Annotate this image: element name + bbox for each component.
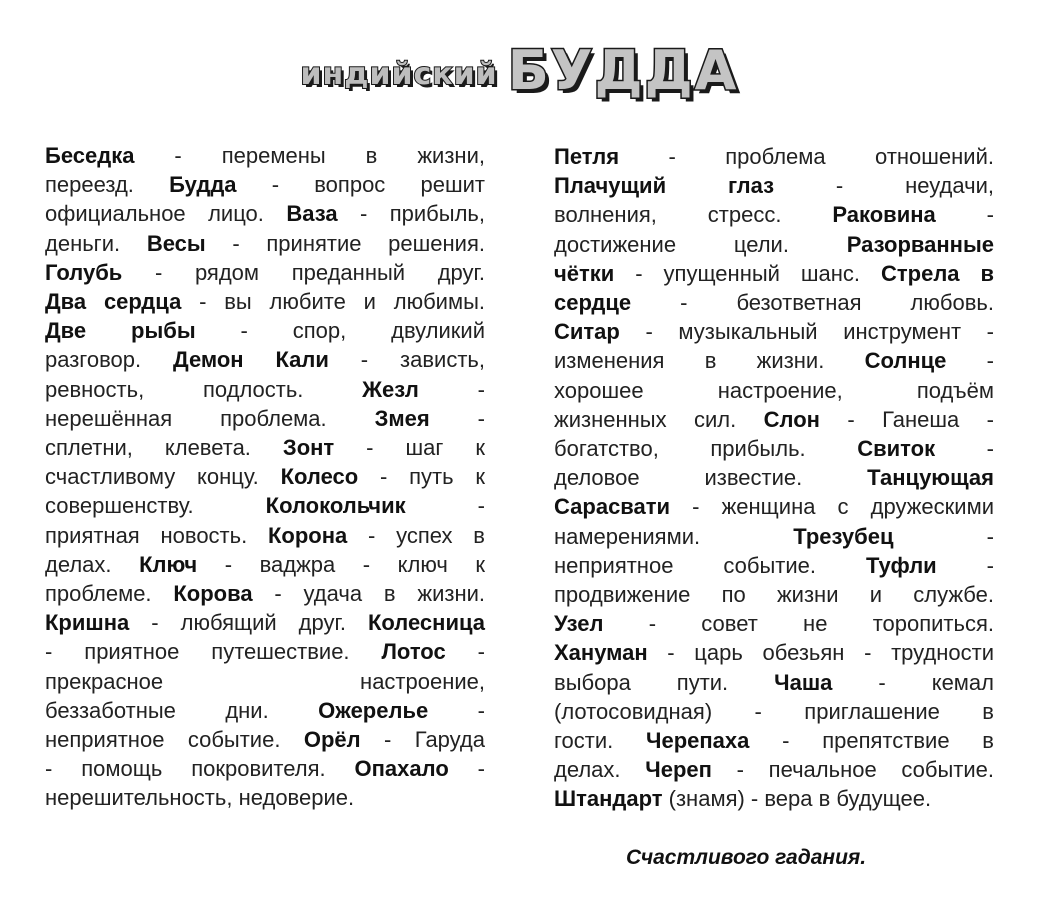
text-line (554, 171, 994, 200)
symbol-term: Петля (554, 144, 620, 169)
symbol-term: Два сердца (45, 289, 182, 315)
symbol-term: Колокольчик (265, 493, 406, 519)
symbol-term: Трезубец (793, 523, 894, 549)
meaning-text: - любящий друг. (129, 610, 368, 636)
meaning-text: выбора пути. (554, 669, 775, 695)
symbol-term: Демон Кали (173, 347, 329, 373)
text-line (45, 258, 485, 287)
text-line (45, 667, 485, 696)
text-line (45, 521, 485, 550)
text-line (554, 405, 994, 434)
meaning-text: богатство, прибыль. (554, 436, 858, 462)
meaning-text: гости. (554, 728, 647, 754)
symbol-term: чётки (554, 260, 615, 286)
text-line (554, 609, 994, 638)
text-line (554, 317, 994, 346)
symbol-term: Кришна (45, 610, 130, 636)
meaning-text: - препятствие в (749, 728, 994, 754)
symbol-term: Голубь (45, 259, 123, 285)
text-line (554, 668, 994, 697)
text-line (45, 229, 485, 258)
meaning-text: неприятное событие. (554, 552, 866, 578)
meaning-text: - (445, 639, 485, 665)
symbol-term: Лотос (381, 639, 446, 665)
meaning-text: - принятие решения. (205, 230, 485, 256)
meaning-text: - безответная любовь. (631, 290, 994, 316)
meaning-text: счастливому концу. (45, 464, 281, 490)
meaning-text: - печальное событие. (711, 757, 995, 783)
symbol-term: Ожерелье (318, 697, 429, 723)
symbol-term: Хануман (554, 640, 648, 666)
meaning-text: продвижение по жизни и службе. (554, 582, 994, 608)
symbol-term: Туфли (865, 552, 937, 578)
meaning-text: - Гаруда (360, 727, 486, 753)
symbol-term: Весы (146, 230, 206, 256)
text-line (45, 608, 485, 637)
text-line (554, 463, 994, 492)
meaning-text: - (893, 523, 994, 549)
meaning-text: - (418, 376, 485, 402)
meaning-text: нерешённая проблема. (45, 405, 375, 431)
meaning-text: нерешительность, недоверие. (45, 785, 355, 811)
symbol-term: Опахало (354, 756, 449, 782)
text-line (554, 522, 994, 551)
meaning-text: разговор. (45, 347, 173, 373)
meaning-text: прекрасное настроение, (45, 668, 485, 694)
text-line (554, 142, 994, 171)
text-line (554, 755, 994, 784)
symbol-term: Слон (763, 406, 820, 432)
meaning-text: проблеме. (45, 581, 174, 607)
meaning-text: деньги. (45, 230, 147, 256)
symbol-term: Черепаха (646, 728, 750, 754)
meaning-text: - (428, 697, 485, 723)
meaning-text: переезд. (45, 172, 170, 198)
meaning-text: беззаботные дни. (45, 697, 319, 723)
symbol-term: сердце (554, 290, 632, 316)
symbol-term: Колесница (367, 610, 485, 636)
meaning-text: - перемены в жизни, (134, 143, 485, 168)
meaning-text: - (936, 552, 994, 578)
meaning-text: волнения, стресс. (554, 202, 833, 228)
meaning-text: - женщина с дружескими (670, 494, 994, 520)
meaning-text: ревность, подлость. (45, 376, 363, 402)
text-line (45, 287, 485, 316)
meaning-text: - проблема отношений. (619, 144, 994, 169)
text-line (45, 141, 485, 170)
text-line (45, 404, 485, 433)
text-line (554, 434, 994, 463)
meaning-text: - Ганеша - (819, 406, 994, 432)
meaning-text: - спор, двуликий (195, 318, 486, 344)
meaning-text: хорошее настроение, подъём (554, 377, 994, 403)
meaning-text: - (935, 202, 994, 228)
meaning-text: - рядом преданный друг. (122, 259, 485, 285)
meaning-text: неприятное событие. (45, 727, 304, 753)
symbol-term: Ситар (554, 319, 620, 345)
meaning-text: изменения в жизни. (554, 348, 865, 374)
text-line (45, 550, 485, 579)
text-line (554, 259, 994, 288)
page-title (0, 39, 1039, 102)
meaning-text: - музыкальный инструмент - (619, 319, 994, 345)
text-line (554, 230, 994, 259)
symbol-term: Зонт (282, 435, 335, 461)
text-line (45, 783, 485, 812)
meaning-text: - (935, 436, 994, 462)
meaning-text: жизненных сил. (554, 406, 764, 432)
symbol-term: Будда (169, 172, 237, 198)
text-line (554, 638, 994, 667)
meaning-text: достижение цели. (554, 231, 847, 257)
symbol-term: Две рыбы (45, 318, 196, 344)
meaning-text: намерениями. (554, 523, 794, 549)
left-text-column (45, 141, 485, 813)
text-line (554, 697, 994, 726)
meaning-text: - вы любите и любимы. (181, 289, 486, 315)
text-line (45, 375, 485, 404)
meaning-text: - зависть, (328, 347, 485, 373)
meaning-text: - ваджра - ключ к (197, 551, 485, 577)
symbol-term: Орёл (303, 727, 361, 753)
symbol-term: Ключ (139, 551, 198, 577)
symbol-term: Солнце (864, 348, 947, 374)
symbol-term: Беседка (45, 143, 135, 168)
text-line (45, 170, 485, 199)
meaning-text: - шаг к (334, 435, 485, 461)
text-line (45, 345, 485, 374)
symbol-term: Свиток (857, 436, 936, 462)
symbol-term: Танцующая (867, 465, 994, 491)
text-line (45, 696, 485, 725)
symbol-term: Сарасвати (554, 494, 671, 520)
text-line (45, 725, 485, 754)
text-line (45, 433, 485, 462)
meaning-text: делах. (45, 551, 140, 577)
symbol-term: Стрела в (880, 260, 994, 286)
symbol-term: Жезл (362, 376, 419, 402)
symbol-term: Ваза (286, 201, 338, 227)
symbol-term: Корова (173, 581, 253, 607)
text-line (554, 376, 994, 405)
text-line (45, 316, 485, 345)
meaning-text: - (405, 493, 485, 519)
meaning-text: - прибыль, (337, 201, 485, 227)
text-line (554, 580, 994, 609)
symbol-term: Череп (645, 757, 712, 783)
meaning-text: - совет не торопиться. (603, 611, 994, 637)
text-line (554, 288, 994, 317)
text-line (45, 637, 485, 666)
text-line (45, 462, 485, 491)
title-subtitle: индийский (300, 57, 498, 92)
meaning-text: деловое известие. (554, 465, 868, 491)
meaning-text: (знамя) - вера в будущее. (662, 786, 932, 812)
meaning-text: совершенству. (45, 493, 266, 519)
meaning-text: - приятное путешествие. (45, 639, 382, 665)
symbol-term: Змея (374, 405, 430, 431)
symbol-term: Корона (267, 522, 348, 548)
meaning-text: - вопрос решит (236, 172, 485, 198)
meaning-text: - кемал (832, 669, 995, 695)
symbol-term: Разорванные (846, 231, 994, 257)
meaning-text: - (429, 405, 485, 431)
meaning-text: - (448, 756, 485, 782)
text-line (554, 784, 994, 813)
meaning-text: - успех в (347, 522, 485, 548)
meaning-text: - царь обезьян - трудности (647, 640, 994, 666)
text-line (45, 754, 485, 783)
meaning-text: - путь к (358, 464, 485, 490)
meaning-text: сплетни, клевета. (45, 435, 283, 461)
closing-wish: Счастливого гадания. (626, 846, 867, 869)
symbol-term: Колесо (280, 464, 359, 490)
meaning-text: - (946, 348, 994, 374)
meaning-text: - помощь покровителя. (45, 756, 355, 782)
symbol-term: Раковина (832, 202, 936, 228)
text-line (554, 726, 994, 755)
symbol-term: Плачущий глаз (554, 173, 775, 199)
meaning-text: официальное лицо. (45, 201, 287, 227)
meaning-text: приятная новость. (45, 522, 268, 548)
meaning-text: - удача в жизни. (252, 581, 486, 607)
meaning-text: - неудачи, (774, 173, 994, 199)
text-line (45, 579, 485, 608)
text-line (554, 492, 994, 521)
right-text-column (554, 142, 994, 814)
symbol-term: Чаша (774, 669, 833, 695)
symbol-term: Штандарт (554, 786, 663, 812)
text-line (554, 346, 994, 375)
meaning-text: - упущенный шанс. (614, 260, 881, 286)
symbol-term: Узел (554, 611, 604, 637)
meaning-text: (лотосовидная) - приглашение в (554, 698, 994, 724)
meaning-text: делах. (554, 757, 646, 783)
text-line (45, 199, 485, 228)
text-line (554, 200, 994, 229)
text-line (45, 491, 485, 520)
title-main: БУДДА (507, 39, 739, 102)
text-line (554, 551, 994, 580)
